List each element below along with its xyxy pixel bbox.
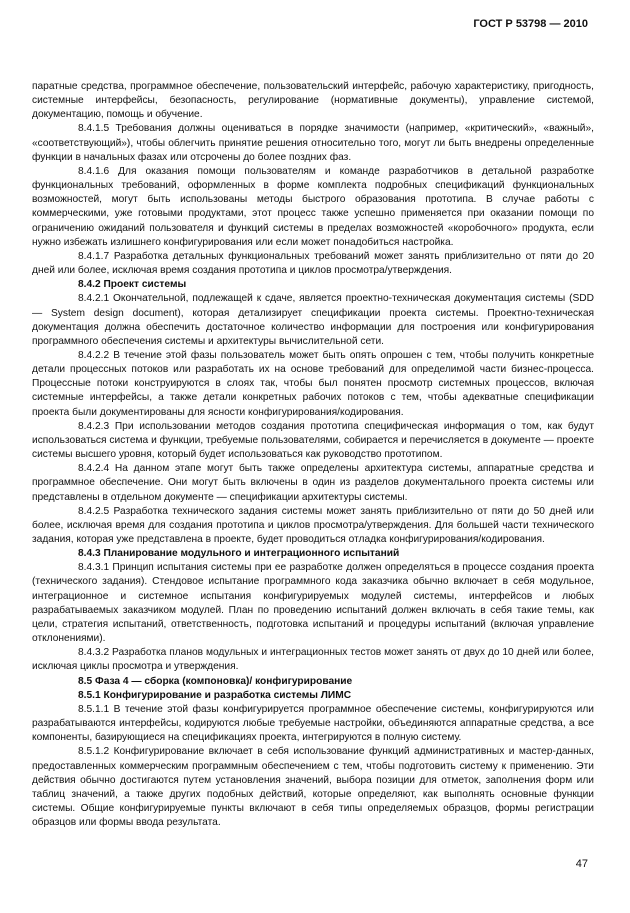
paragraph: 8.4.2.3 При использовании методов создания прототипа специфическая информация о том, как будут использоваться система и функции, требуемые пользователями, собирается и перечисляется в документе — проекте системы высшего уровня, который будет использоваться как руководство прототипом. [32, 420, 594, 461]
paragraph: 8.5.1.2 Конфигурирование включает в себя использование функций административных и мастер-данных, предоставленных коммерческим программным обеспечением с тем, чтобы подготовить систему к применению. Эти действия обычно достигаются путем установления значений, выбора позиции для отметок, заполнения форм или таблиц значений, а также других подобных действий, которые определяют, как выполнять основные функции системы. Общие конфигурируемые пункты включают в себя типы определяемых образцов, формы регистрации образцов или формы ввода результата. [32, 746, 594, 829]
section-heading: 8.5 Фаза 4 — сборка (компоновка)/ конфигурирование [78, 675, 353, 687]
paragraph: 8.4.3.2 Разработка планов модульных и интеграционных тестов может занять от двух до 10 дней или более, исключая циклы просмотра и утверждения. [32, 647, 594, 673]
paragraph: 8.4.1.6 Для оказания помощи пользователям и команде разработчиков в детальной разработке функциональных требований, оформленных в форме комплекта подробных спецификаций функциональных возможностей, могут быть использованы методы быстрого образования прототипа. В случае работы с коммерческими, уже готовыми продуктами, этот процесс также успешно применяется при оказании помощи по ограничению ожиданий пользователя и функций системы в пределах возможностей «коробочного» продукта, если нужно избежать излишнего конфигурирования или если может понадобиться настройка. [32, 165, 594, 248]
section-heading: 8.5.1 Конфигурирование и разработка системы ЛИМС [78, 689, 352, 701]
paragraph: 8.5.1.1 В течение этой фазы конфигурируется программное обеспечение системы, конфигурируются или разрабатываются интерфейсы, кодируются любые требуемые настройки, объединяются аппаратные средства, а все компоненты, базирующиеся на спецификациях проекта, интегрируются в полную систему. [32, 703, 594, 744]
paragraph: 8.4.1.5 Требования должны оцениваться в порядке значимости (например, «критический», «важный», «соответствующий»), чтобы облегчить принятие решения относительно того, могут ли быть внедрены определенные функции в начальных фазах или отсрочены до более поздних фаз. [32, 123, 594, 163]
paragraph: 8.4.2.4 На данном этапе могут быть также определены архитектура системы, аппаратные средства и программное обеспечение. Они могут быть включены в один из разделов документального проекта системы или представлены в отдельном документе — спецификации архитектуры системы. [32, 463, 594, 503]
document-body [32, 80, 594, 830]
page-number: 47 [575, 858, 588, 870]
section-heading: 8.4.3 Планирование модульного и интеграционного испытаний [78, 548, 400, 560]
paragraph: 8.4.2.2 В течение этой фазы пользователь может быть опять опрошен с тем, чтобы получить конкретные детали процессных потоков или разработать их на основе требований для определимой части бизнес-процесса. Процессные потоки конструируются в слоях так, чтобы был понятен просмотр системных процессов, включая системные интерфейсы, а также детали конкретных рабочих потоков с тем, чтобы адекватные спецификации проекта были документированы для ясности конфигурирования/кодирования. [32, 349, 594, 418]
standard-designation: ГОСТ Р 53798 — 2010 [473, 18, 588, 30]
paragraph: паратные средства, программное обеспечение, пользовательский интерфейс, рабочую характеристику, пригодность, системные интерфейсы, безопасность, регулирование (нормативные документы), управление системой, документацию, помощь и обучение. [32, 81, 594, 121]
paragraph: 8.4.3.1 Принцип испытания системы при ее разработке должен определяться в процессе создания проекта (технического задания). Стендовое испытание программного кода заказчика обычно включает в себя модульное, интеграционное и системное испытания конфигурируемых модулей системы, интерфейсов и любых разрабатываемых заказчиком модулей. План по проведению испытаний должен включать в себя такие темы, как цели, стратегия испытаний, ответственность, подготовка испытаний и процедуры испытаний (включая управление отклонениями). [32, 562, 594, 645]
paragraph: 8.4.2.1 Окончательной, подлежащей к сдаче, является проектно-техническая документация системы (SDD — System design document), которая детализирует спецификации проекта системы. Проектно-техническая документация должна обеспечить достаточное количество информации для построения или конфигурирования программного обеспечения системы и архитектуры вычислительной сети. [32, 293, 594, 347]
paragraph: 8.4.2.5 Разработка технического задания системы может занять приблизительно от пяти до 50 дней или более, исключая время для создания прототипа и циклов просмотра/утверждения. Для большей части технического задания, которая уже представлена в проекте, будет проводиться отладка конфигурирования/кодирования. [32, 505, 594, 545]
paragraph: 8.4.1.7 Разработка детальных функциональных требований может занять приблизительно от пяти до 20 дней или более, исключая время создания прототипа и циклов просмотра/утверждения. [32, 250, 594, 277]
section-heading: 8.4.2 Проект системы [78, 279, 187, 291]
